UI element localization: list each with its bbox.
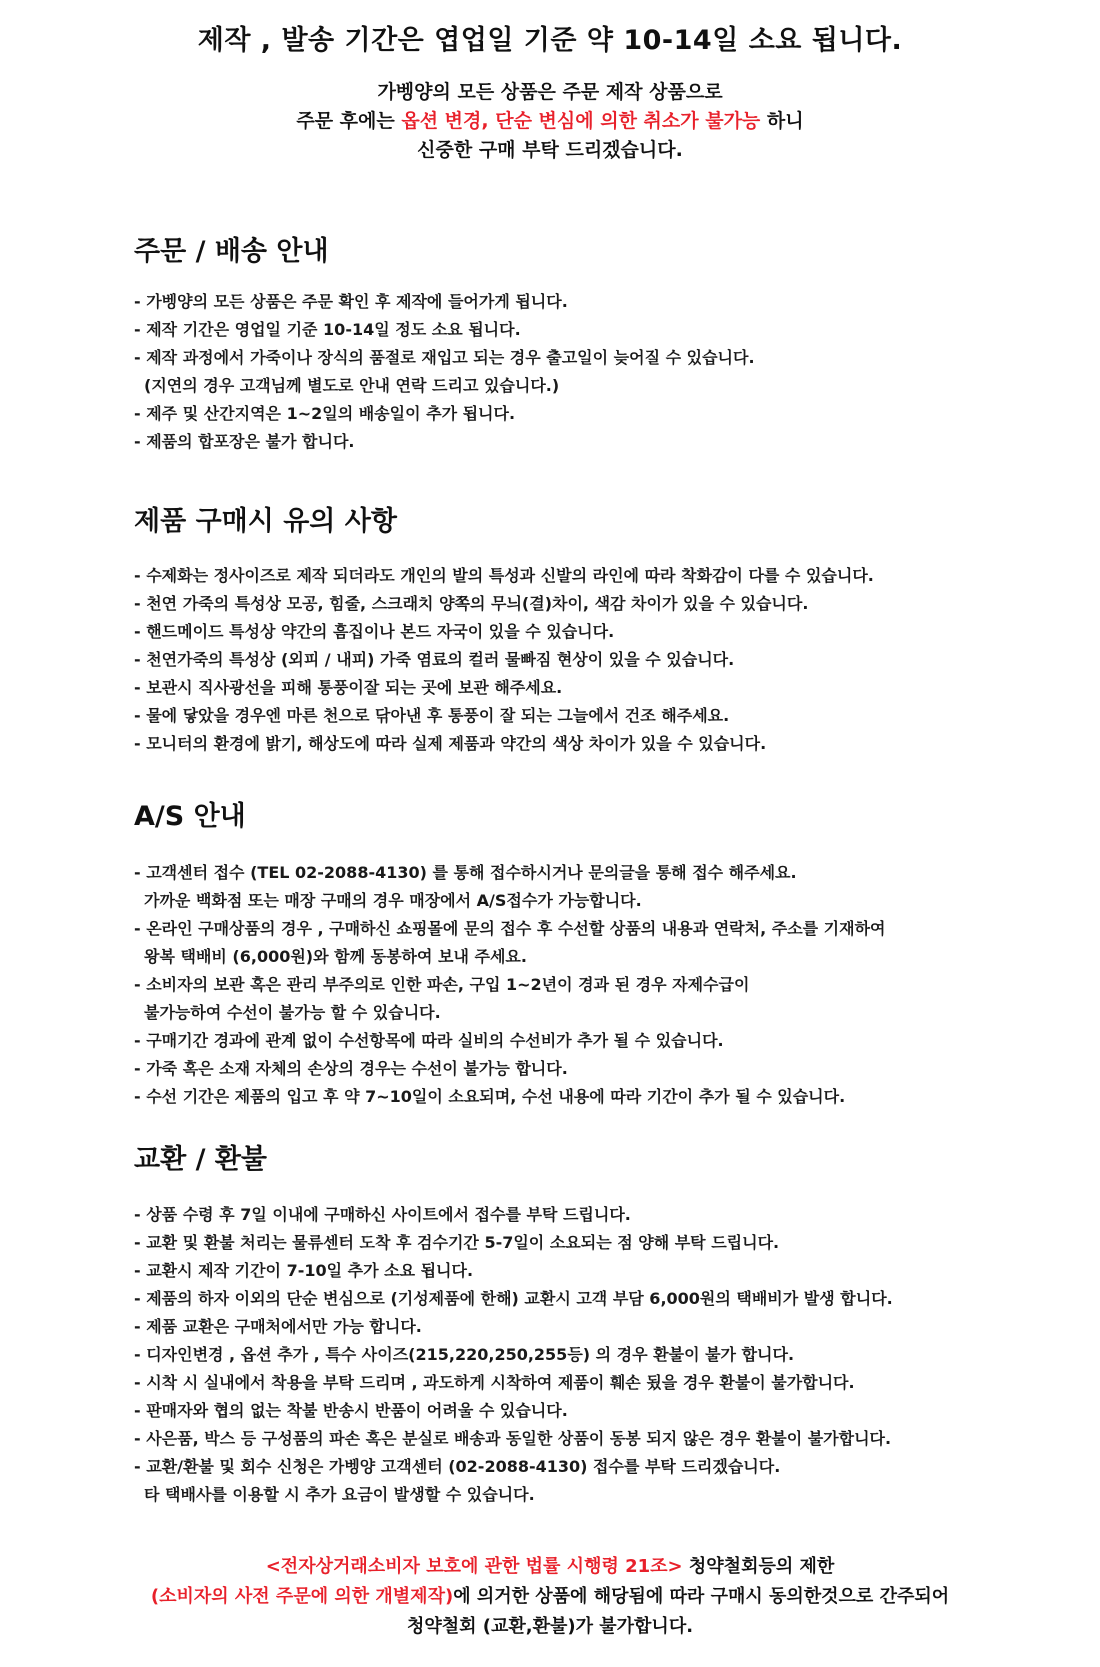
legal-law-reference: <전자상거래소비자 보호에 관한 법률 시행령 21조> [265,1556,683,1577]
list-item: - 구매기간 경과에 관계 없이 수선항목에 따라 실비의 수선비가 추가 될 수 있습니다. [134,1031,724,1050]
notice-no-cancel-warning: 옵션 변경, 단순 변심에 의한 취소가 불가능 [401,110,761,132]
list-item: - 제작 기간은 영업일 기준 10-14일 정도 소요 됩니다. [134,320,521,339]
list-item: - 제주 및 산간지역은 1~2일의 배송일이 추가 됩니다. [134,404,516,423]
notice-line-2-post: 하니 [760,110,804,132]
list-item: - 디자인변경 , 옵션 추가 , 특수 사이즈(215,220,250,255등) 의 경우 환불이 불가 합니다. [134,1345,795,1364]
list-item: - 천연 가죽의 특성상 모공, 힘줄, 스크래치 양쪽의 무늬(결)차이, 색감 차이가 있을 수 있습니다. [134,594,809,613]
list-item: - 보관시 직사광선을 피해 통풍이잘 되는 곳에 보관 해주세요. [134,678,563,697]
list-item: - 가죽 혹은 소재 자체의 손상의 경우는 수선이 불가능 합니다. [134,1059,568,1078]
list-item-continuation: 왕복 택배비 (6,000원)와 함께 동봉하여 보내 주세요. [144,947,527,966]
list-item: - 수선 기간은 제품의 입고 후 약 7~10일이 소요되며, 수선 내용에 따라 기간이 추가 될 수 있습니다. [134,1087,846,1106]
legal-line-3: 청약철회 (교환,환불)가 불가합니다. [406,1616,694,1637]
after-service-list [134,859,1064,1111]
purchase-caution-section [134,502,1064,758]
production-period-headline: 제작 , 발송 기간은 엽업일 기준 약 10-14일 소요 됩니다. [197,25,903,56]
list-item: - 제품의 하자 이외의 단순 변심으로 (기성제품에 한해) 교환시 고객 부담 6,000원의 택배비가 발생 합니다. [134,1289,893,1308]
list-item: - 제품의 합포장은 불가 합니다. [134,432,355,451]
list-item: - 교환 및 환불 처리는 물류센터 도착 후 검수기간 5-7일이 소요되는 점 양해 부탁 드립니다. [134,1233,780,1252]
list-item: - 교환시 제작 기간이 7-10일 추가 소요 됩니다. [134,1261,474,1280]
exchange-refund-list [134,1201,1064,1509]
list-item: - 상품 수령 후 7일 이내에 구매하신 사이트에서 접수를 부탁 드립니다. [134,1205,631,1224]
legal-line-2-post: 에 의거한 상품에 해당됨에 따라 구매시 동의한것으로 간주되어 [453,1586,950,1607]
order-delivery-list [134,288,1064,456]
list-item: - 제품 교환은 구매처에서만 가능 합니다. [134,1317,422,1336]
list-item-continuation: (지연의 경우 고객님께 별도로 안내 연락 드리고 있습니다.) [144,376,560,395]
custom-order-notice [0,78,1100,165]
order-delivery-section [134,232,1064,456]
notice-line-2 [0,107,1100,136]
exchange-refund-section [134,1140,1064,1509]
section-title: A/S 안내 [134,801,246,832]
section-title: 주문 / 배송 안내 [134,236,329,267]
list-item-continuation: 불가능하여 수선이 불가능 할 수 있습니다. [144,1003,441,1022]
list-item: - 시착 시 실내에서 착용을 부탁 드리며 , 과도하게 시착하여 제품이 훼손 됬을 경우 환불이 불가합니다. [134,1373,855,1392]
notice-line-1: 가벵양의 모든 상품은 주문 제작 상품으로 [377,81,723,103]
legal-line-1-post: 청약철회등의 제한 [682,1556,835,1577]
legal-custom-order-clause: (소비자의 사전 주문에 의한 개별제작) [150,1586,454,1607]
list-item: - 교환/환불 및 회수 신청은 가벵양 고객센터 (02-2088-4130) 접수를 부탁 드리겠습니다. [134,1457,781,1476]
list-item: - 모니터의 환경에 밝기, 해상도에 따라 실제 제품과 약간의 색상 차이가 있을 수 있습니다. [134,734,767,753]
section-title: 제품 구매시 유의 사항 [134,506,397,537]
list-item: - 판매자와 협의 없는 착불 반송시 반품이 어려울 수 있습니다. [134,1401,568,1420]
legal-restriction-notice [0,1552,1100,1642]
list-item: - 핸드메이드 특성상 약간의 흠집이나 본드 자국이 있을 수 있습니다. [134,622,615,641]
list-item: - 제작 과정에서 가죽이나 장식의 품절로 재입고 되는 경우 출고일이 늦어질 수 있습니다. [134,348,755,367]
legal-line-1 [0,1552,1100,1582]
list-item: - 수제화는 정사이즈로 제작 되더라도 개인의 발의 특성과 신발의 라인에 따라 착화감이 다를 수 있습니다. [134,566,874,585]
notice-line-2-pre: 주문 후에는 [296,110,402,132]
list-item: - 고객센터 접수 (TEL 02-2088-4130) 를 통해 접수하시거나 문의글을 통해 접수 해주세요. [134,863,797,882]
list-item: - 온라인 구매상품의 경우 , 구매하신 쇼핑몰에 문의 접수 후 수선할 상품의 내용과 연락처, 주소를 기재하여 [134,919,886,938]
purchase-caution-list [134,562,1064,758]
list-item: - 천연가죽의 특성상 (외피 / 내피) 가죽 염료의 컬러 물빠짐 현상이 있을 수 있습니다. [134,650,735,669]
list-item: - 소비자의 보관 혹은 관리 부주의로 인한 파손, 구입 1~2년이 경과 된 경우 자제수급이 [134,975,750,994]
notice-line-3: 신중한 구매 부탁 드리겠습니다. [417,139,683,161]
list-item-continuation: 가까운 백화점 또는 매장 구매의 경우 매장에서 A/S접수가 가능합니다. [144,891,642,910]
list-item: - 사은품, 박스 등 구성품의 파손 혹은 분실로 배송과 동일한 상품이 동봉 되지 않은 경우 환불이 불가합니다. [134,1429,892,1448]
after-service-section [134,797,1064,1111]
list-item-continuation: 타 택배사를 이용할 시 추가 요금이 발생할 수 있습니다. [144,1485,535,1504]
list-item: - 가벵양의 모든 상품은 주문 확인 후 제작에 들어가게 됩니다. [134,292,568,311]
legal-line-2 [0,1582,1100,1612]
list-item: - 물에 닿았을 경우엔 마른 천으로 닦아낸 후 통풍이 잘 되는 그늘에서 건조 해주세요. [134,706,730,725]
section-title: 교환 / 환불 [134,1144,267,1175]
